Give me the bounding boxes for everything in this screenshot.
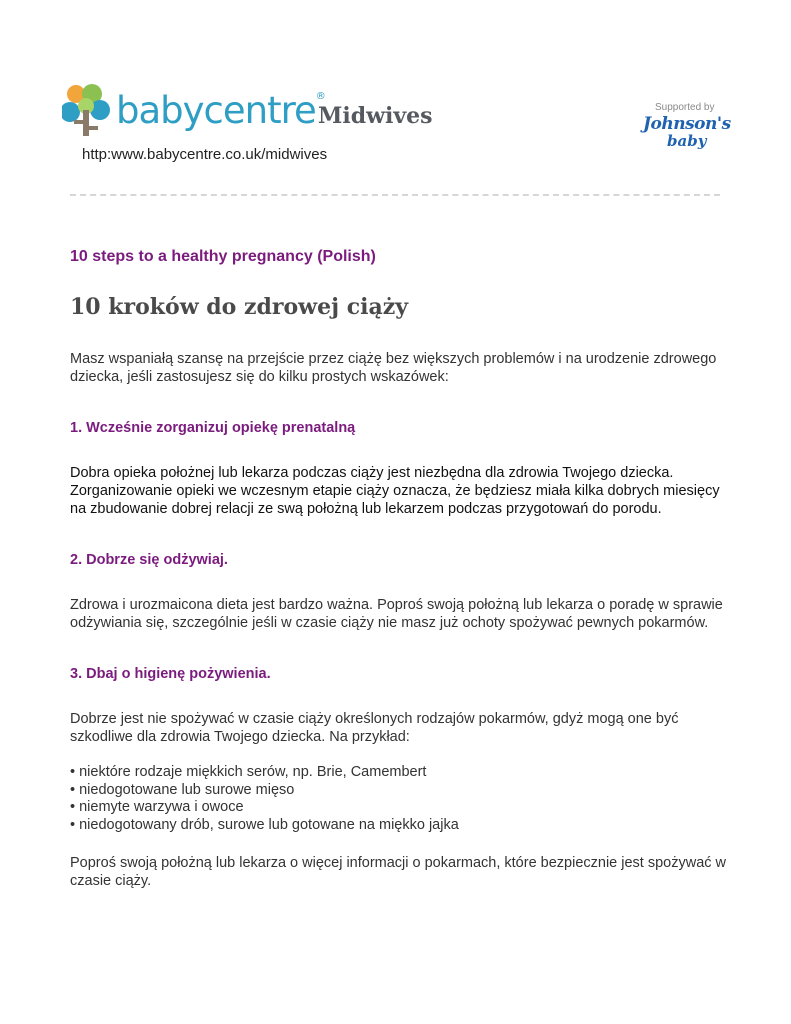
- sponsor-brand-sub: baby: [667, 132, 707, 150]
- step-heading-3: 3. Dbaj o higienę pożywienia.: [70, 666, 271, 682]
- list-item: • niemyte warzywa i owoce: [70, 799, 730, 817]
- step-heading-2: 2. Dobrze się odżywiaj.: [70, 552, 228, 568]
- brand-wordmark: [116, 89, 325, 132]
- step-text-1: Dobra opieka położnej lub lekarza podczas ciąży jest niezbędna dla zdrowia Twojego dziecka. Zorganizowanie opieki we wczesnym etapie ciąży oznacza, że będziesz miała kilka dobrych miesięcy na zbudowanie dobrej relacji ze swą położną lub lekarzem podczas przygotowań do porodu.: [70, 465, 720, 517]
- step-heading-1: 1. Wcześnie zorganizuj opiekę prenatalną: [70, 420, 356, 436]
- list-item: • niedogotowane lub surowe mięso: [70, 782, 730, 800]
- step-closing-3: Poproś swoją położną lub lekarza o więcej informacji o pokarmach, które bezpiecznie jest spożywać w czasie ciąży.: [70, 855, 727, 890]
- babycentre-tree-logo-icon: [62, 82, 112, 138]
- site-url: http:www.babycentre.co.uk/midwives: [82, 146, 328, 163]
- article-title: 10 kroków do zdrowej ciąży: [70, 294, 408, 320]
- article-intro: Masz wspaniałą szansę na przejście przez ciążę bez większych problemów i na urodzenie zdrowego dziecka, jeśli zastosujesz się do kilku prostych wskazówek:: [70, 351, 717, 385]
- sponsor-brand: Johnson's: [643, 114, 731, 134]
- sponsor-logo: [625, 102, 735, 162]
- food-list: [70, 764, 730, 834]
- step-text-3: Dobrze jest nie spożywać w czasie ciąży określonych rodzajów pokarmów, gdyż mogą one być szkodliwe dla zdrowia Twojego dziecka. Na przykład:: [70, 711, 679, 745]
- sponsor-caption: Supported by: [655, 102, 715, 113]
- brand-word-text: babycentre: [116, 89, 316, 132]
- article-body: [70, 248, 730, 890]
- list-item: • niektóre rodzaje miękkich serów, np. Brie, Camembert: [70, 764, 730, 782]
- dashed-divider: [70, 194, 720, 196]
- brand-registered-mark: ®: [315, 91, 325, 102]
- brand-subtitle: Midwives: [318, 103, 433, 129]
- step-text-2: Zdrowa i urozmaicona dieta jest bardzo ważna. Poproś swoją położną lub lekarza o poradę w sprawie odżywiania się, szczególnie jeśli w czasie ciąży nie masz już ochoty spożywać pewnych pokarmów.: [70, 597, 723, 631]
- header: [62, 80, 742, 170]
- list-item: • niedogotowany drób, surowe lub gotowane na miękko jajka: [70, 817, 730, 835]
- article-subtitle: 10 steps to a healthy pregnancy (Polish): [70, 248, 376, 265]
